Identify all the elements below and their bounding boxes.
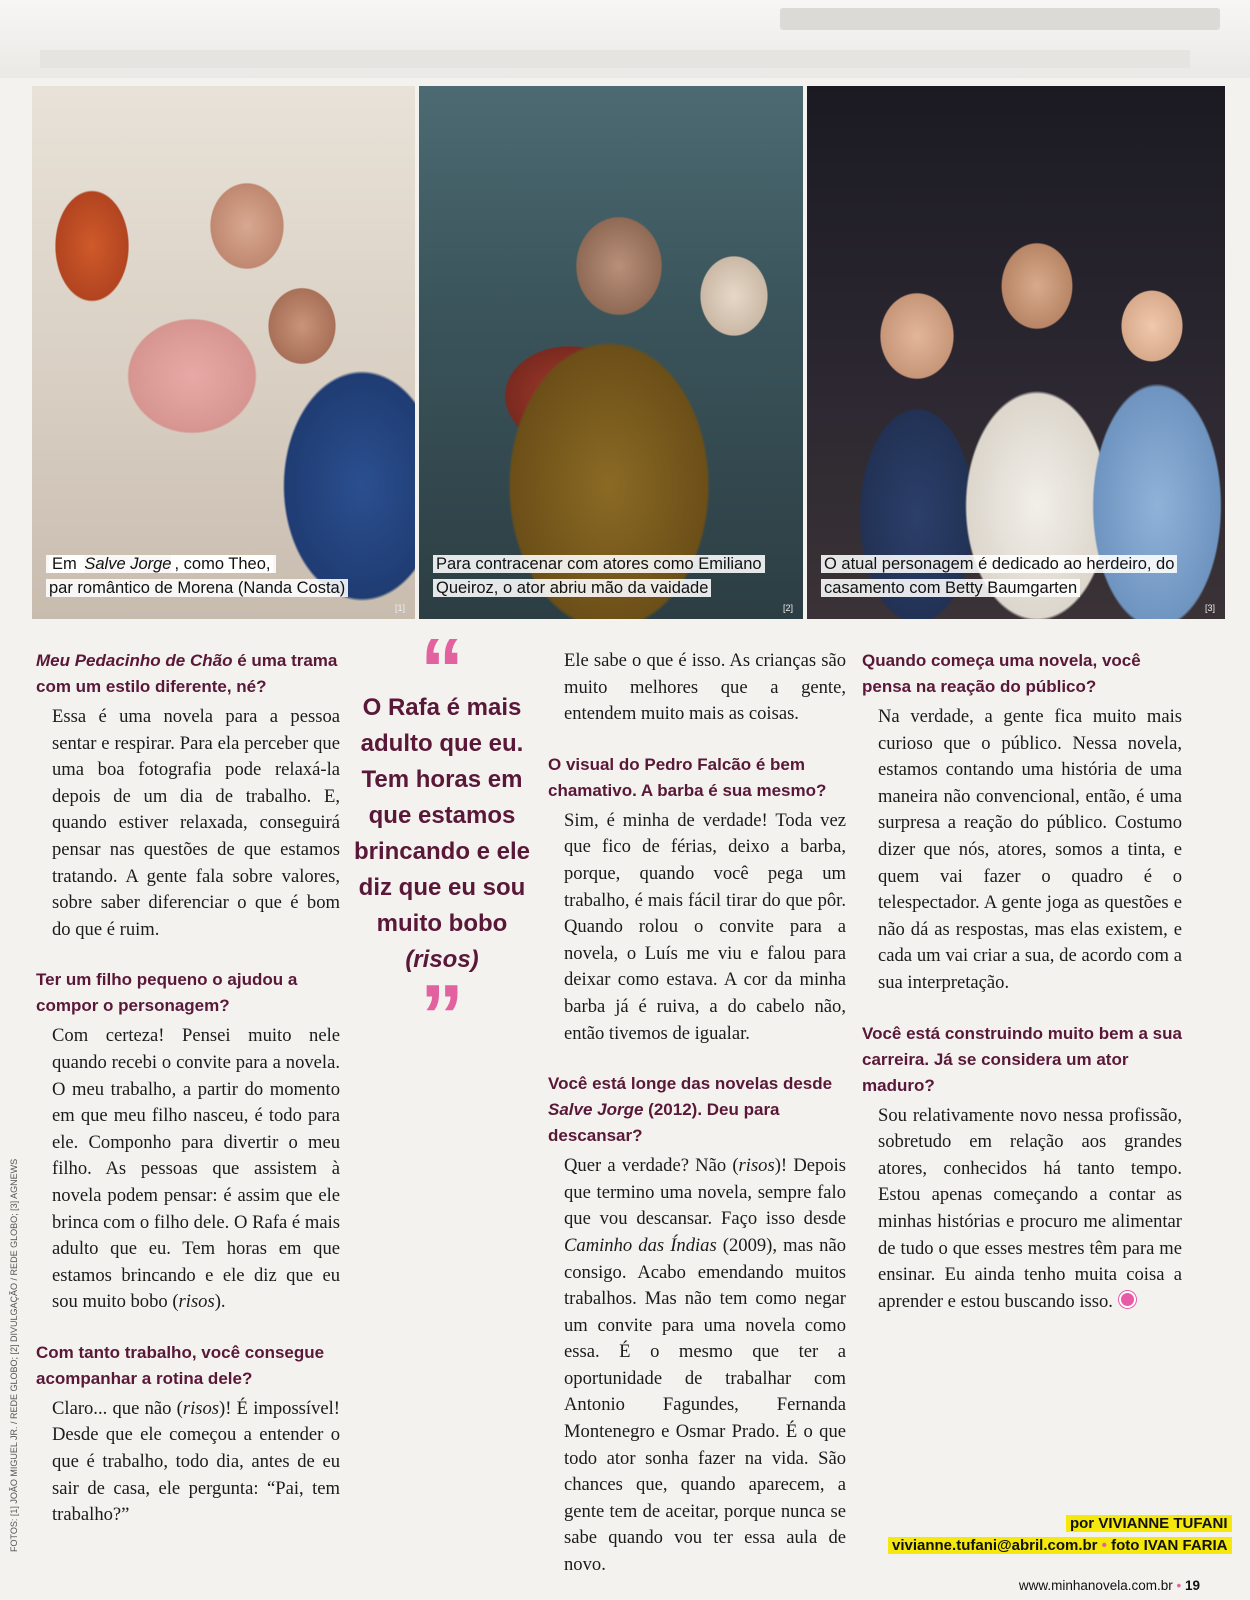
byline: por VIVIANNE TUFANI vivianne.tufani@abril.com.br • foto IVAN FARIA <box>888 1513 1232 1557</box>
photo-salve-jorge <box>32 86 415 619</box>
author-email[interactable]: vivianne.tufani@abril.com.br <box>892 1537 1098 1554</box>
photo-caption: O atual personagem é dedicado ao herdeiro, do casamento com Betty Baumgarten <box>821 552 1177 600</box>
pull-quote <box>353 620 531 1065</box>
question: O visual do Pedro Falcão é bem chamativo. A barba é sua mesmo? <box>548 754 827 800</box>
article-column-1 <box>36 648 340 1529</box>
question: Você está construindo muito bem a sua carreira. Já se considera um ator maduro? <box>862 1023 1182 1095</box>
answer: Quer a verdade? Não (risos)! Depois que termino uma novela, sempre falo que vou descansar. Faço isso desde Caminho das Índias (2009), mas não consigo. Acabo emendando muitos trabalhos. Mas não tem como negar um convite para uma novela como essa. É o mesmo que ter a oportunidade de trabalhar com Antonio Fagundes, Fernanda Montenegro e Osmar Prado. É o que todo ator sonha fazer na vida. São chances que, quando aparecem, a gente tem de aceitar, porque nunca se sabe quando vou ter essa aula de novo. <box>564 1155 847 1576</box>
site-link[interactable]: www.minhanovela.com.br <box>1018 1578 1173 1593</box>
open-quote-mark: “ <box>420 620 464 719</box>
photo-pedro-falcao <box>419 86 803 619</box>
question: Você está longe das novelas desde Salve Jorge (2012). Deu para descansar? <box>548 1074 833 1146</box>
answer: Com certeza! Pensei muito nele quando recebi o convite para a novela. O meu trabalho, a partir do momento em que meu filho nasceu, é todo para ele. Componho para divertir o meu filho. As pessoas que assistem à novela podem pensar: é assim que ele brinca com o filho dele. O Rafa é mais adulto que eu. Tem horas em que estamos brincando e ele diz que eu sou muito bobo (risos). <box>52 1025 340 1313</box>
masthead-strip <box>0 0 1250 78</box>
photo-number: [3] <box>1204 603 1215 613</box>
photo-number: [1] <box>394 603 405 613</box>
article-column-3 <box>862 648 1182 1315</box>
page-number: 19 <box>1184 1578 1200 1593</box>
article-column-2 <box>548 648 846 1579</box>
photo-caption: Para contracenar com atores como Emiliano Queiroz, o ator abriu mão da vaidade <box>433 552 765 600</box>
photo-family <box>807 86 1225 619</box>
bleed-through-header <box>780 8 1220 30</box>
photo-credits: FOTOS: [1] JOÃO MIGUEL JR. / REDE GLOBO; [2] DIVULGAÇÃO / REDE GLOBO; [3] AGNEWS <box>9 1158 19 1552</box>
answer: Essa é uma novela para a pessoa sentar e respirar. Para ela perceber que uma boa fotografia pode relaxá-la depois de um dia de trabalho. E, quando estiver relaxada, conseguirá pensar nas questões de que estamos tratando. A gente fala sobre valores, sobre saber diferenciar o que é bom do que é ruim. <box>52 706 340 940</box>
page-footer: www.minhanovela.com.br • 19 <box>1018 1578 1200 1593</box>
photo-number: [2] <box>782 603 793 613</box>
photo-caption: Em Salve Jorge , como Theo, par romântico de Morena (Nanda Costa) <box>46 552 348 600</box>
answer-continued: Ele sabe o que é isso. As crianças são muito melhores que a gente, entendem muito mais as coisas. <box>564 650 846 725</box>
pull-quote-text: O Rafa é mais adulto que eu. Tem horas em que estamos brincando e ele diz que eu sou muito bobo (risos) <box>353 694 531 973</box>
answer: Sou relativamente novo nessa profissão, sobretudo em relação aos grandes atores, conhecidos há tanto tempo. Estou apenas começando a contar as minhas histórias e procuro me alimentar de tudo o que esses mestres têm para me ensinar. Eu ainda tenho muita coisa a aprender e estou buscando isso. <box>878 1104 1182 1312</box>
end-mark-icon <box>1119 1291 1136 1308</box>
answer: Claro... que não (risos)! É impossível! Desde que ele começou a entender o que é trabalho, todo dia, antes de eu sair de casa, ele pergunta: “Pai, tem trabalho?” <box>52 1397 340 1526</box>
close-quote-mark: ” <box>420 966 464 1065</box>
question: Meu Pedacinho de Chão é uma trama com um estilo diferente, né? <box>36 651 338 696</box>
question: Com tanto trabalho, você consegue acompanhar a rotina dele? <box>36 1342 325 1388</box>
answer: Na verdade, a gente fica muito mais curioso que o público. Nessa novela, estamos contando uma história de uma maneira não convencional, então, é uma surpresa a reação do público. Costumo dizer que nós, atores, somos a tinta, e quem vai fazer o quadro é o telespectador. A gente joga as questões e não dá as respostas, mas elas existem, e cada um vai criar a sua, de acordo com a sua interpretação. <box>878 706 1182 993</box>
question: Quando começa uma novela, você pensa na reação do público? <box>862 651 1141 696</box>
answer: Sim, é minha de verdade! Toda vez que fico de férias, deixo a barba, porque, quando você pega um trabalho, é mais fácil tirar do que pôr. Quando rolou o convite para a novela, o Luís me viu e falou para deixar como estava. A cor da minha barba já é ruiva, a do cabelo não, então tivemos de igualar. <box>564 809 846 1044</box>
question: Ter um filho pequeno o ajudou a compor o personagem? <box>36 970 298 1016</box>
bleed-through-rule <box>40 50 1190 68</box>
